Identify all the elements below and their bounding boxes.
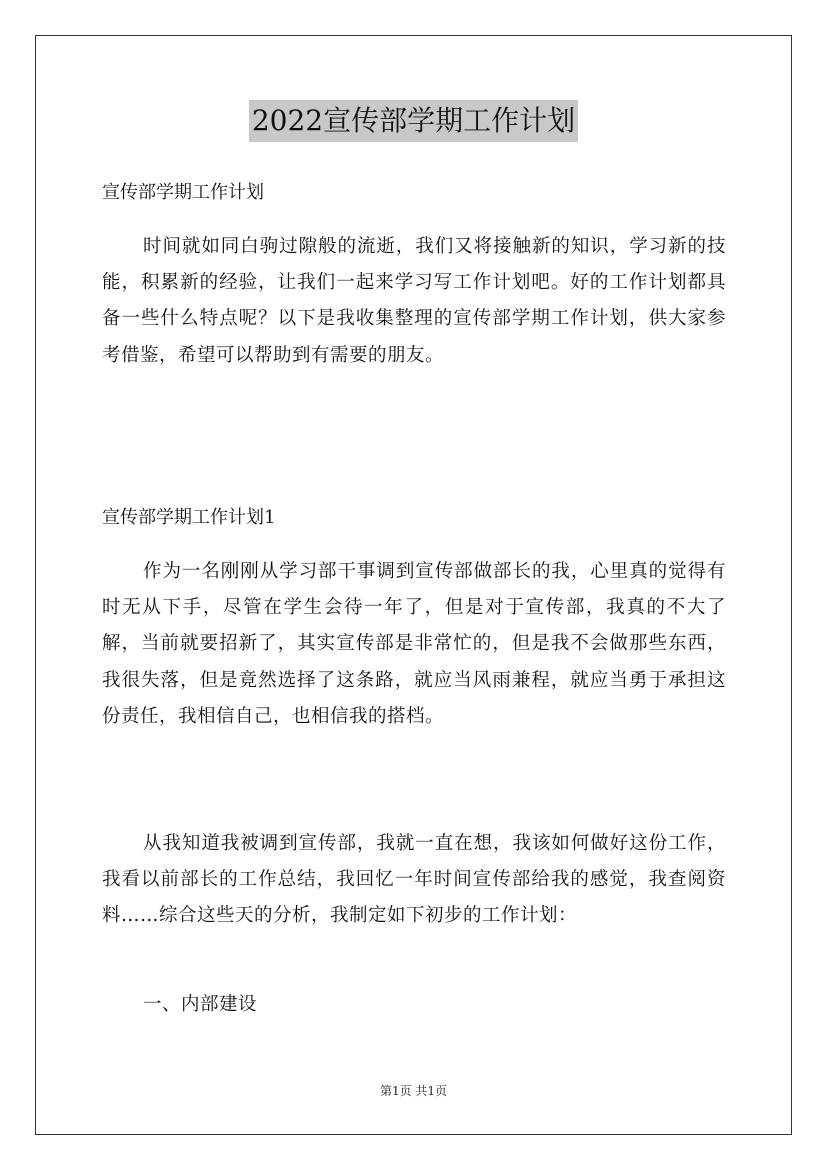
paragraph-1: 作为一名刚刚从学习部干事调到宣传部做部长的我，心里真的觉得有时无从下手，尽管在学生会待一年了，但是对于宣传部，我真的不大了解，当前就要招新了，其实宣传部是非常忙的，但是我不会做那些东西，我很失落，但是竟然选择了这条路，就应当风雨兼程，就应当勇于承担这份责任，我相信自己，也相信我的搭档。 [102,561,726,727]
intro-paragraph: 时间就如同白驹过隙般的流逝，我们又将接触新的知识，学习新的技能，积累新的经验，让我们一起来学习写工作计划吧。好的工作计划都具备一些什么特点呢？以下是我收集整理的宣传部学期工作计划，供大家参考借鉴，希望可以帮助到有需要的朋友。 [102,236,726,366]
list-item-1: 一、内部建设 [143,994,258,1015]
paragraph-2: 从我知道我被调到宣传部，我就一直在想，我该如何做好这份工作，我看以前部长的工作总结，我回忆一年时间宣传部给我的感觉，我查阅资料……综合这些天的分析，我制定如下初步的工作计划： [102,833,726,927]
document-title: 2022宣传部学期工作计划 [249,100,578,142]
page-footer: 第1页 共1页 [379,1084,448,1098]
title-container [0,100,827,142]
section-heading-1: 宣传部学期工作计划1 [102,507,276,528]
subtitle: 宣传部学期工作计划 [102,182,264,203]
